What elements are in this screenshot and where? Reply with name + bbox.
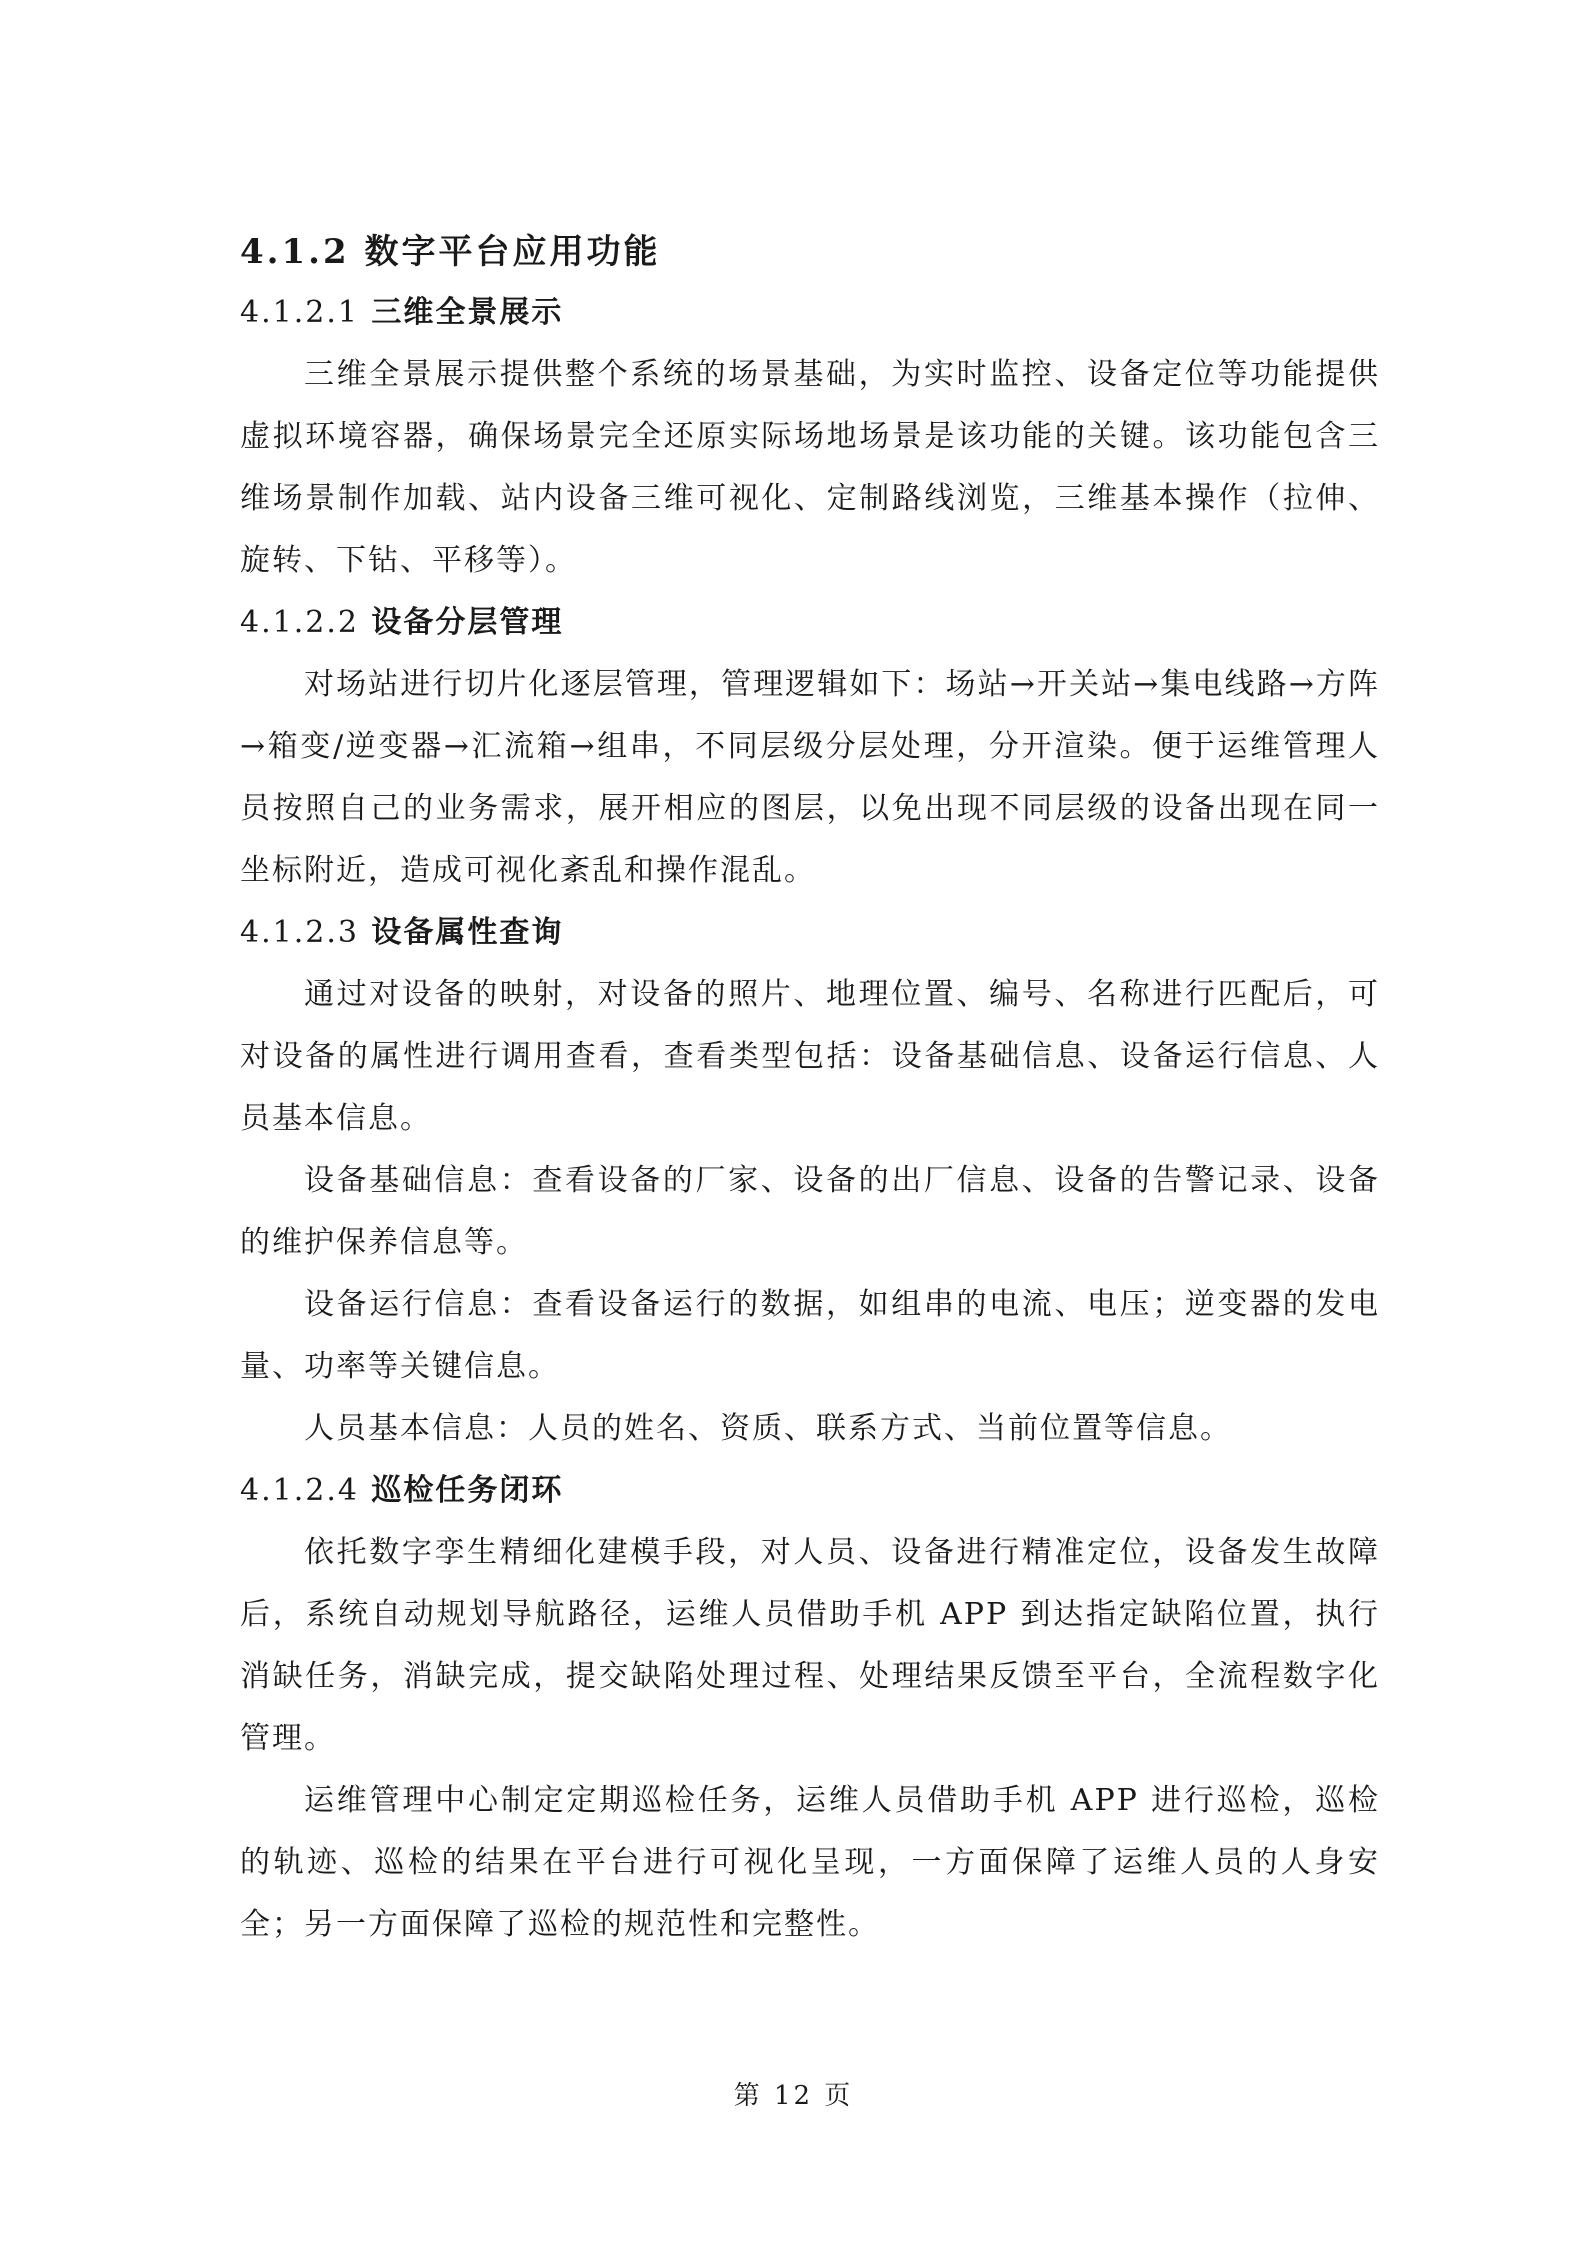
paragraph: 运维管理中心制定定期巡检任务，运维人员借助手机 APP 进行巡检，巡检的轨迹、巡检的结果在平台进行可视化呈现，一方面保障了运维人员的人身安全；另一方面保障了巡检的规范性和完整性。 bbox=[240, 1783, 1380, 1942]
page-number: 第 12 页 bbox=[733, 2081, 854, 2111]
subsection-heading-2 bbox=[240, 592, 1380, 654]
paragraph: 人员基本信息：人员的姓名、资质、联系方式、当前位置等信息。 bbox=[304, 1411, 1232, 1446]
paragraph: 三维全景展示提供整个系统的场景基础，为实时监控、设备定位等功能提供虚拟环境容器，确保场景完全还原实际场地场景是该功能的关键。该功能包含三维场景制作加载、站内设备三维可视化、定制路线浏览，三维基本操作（拉伸、旋转、下钻、平移等）。 bbox=[240, 357, 1380, 578]
subsection-number: 4.1.2.2 bbox=[240, 605, 359, 640]
subsection-heading-1 bbox=[240, 282, 1380, 344]
paragraph: 通过对设备的映射，对设备的照片、地理位置、编号、名称进行匹配后，可对设备的属性进行调用查看，查看类型包括：设备基础信息、设备运行信息、人员基本信息。 bbox=[240, 977, 1380, 1136]
subsection-number: 4.1.2.4 bbox=[240, 1473, 359, 1508]
section-number: 4.1.2 bbox=[240, 232, 350, 272]
subsection-heading-3 bbox=[240, 902, 1380, 964]
subsection-title: 设备分层管理 bbox=[371, 605, 564, 640]
subsection-number: 4.1.2.3 bbox=[240, 915, 359, 950]
paragraph: 依托数字孪生精细化建模手段，对人员、设备进行精准定位，设备发生故障后，系统自动规划导航路径，运维人员借助手机 APP 到达指定缺陷位置，执行消缺任务，消缺完成，提交缺陷处理过程、处理结果反馈至平台，全流程数字化管理。 bbox=[240, 1535, 1380, 1756]
subsection-heading-4 bbox=[240, 1460, 1380, 1522]
section-heading bbox=[240, 222, 1380, 282]
subsection-number: 4.1.2.1 bbox=[240, 295, 359, 330]
paragraph: 设备运行信息：查看设备运行的数据，如组串的电流、电压；逆变器的发电量、功率等关键信息。 bbox=[240, 1287, 1380, 1384]
paragraph: 对场站进行切片化逐层管理，管理逻辑如下：场站→开关站→集电线路→方阵→箱变/逆变器→汇流箱→组串，不同层级分层处理，分开渲染。便于运维管理人员按照自己的业务需求，展开相应的图层，以免出现不同层级的设备出现在同一坐标附近，造成可视化紊乱和操作混乱。 bbox=[240, 667, 1380, 888]
subsection-title: 三维全景展示 bbox=[371, 295, 564, 330]
page-content bbox=[240, 222, 1380, 1956]
subsection-title: 设备属性查询 bbox=[371, 915, 564, 950]
subsection-title: 巡检任务闭环 bbox=[371, 1473, 564, 1508]
section-title: 数字平台应用功能 bbox=[364, 232, 661, 272]
paragraph: 设备基础信息：查看设备的厂家、设备的出厂信息、设备的告警记录、设备的维护保养信息等。 bbox=[240, 1163, 1380, 1260]
